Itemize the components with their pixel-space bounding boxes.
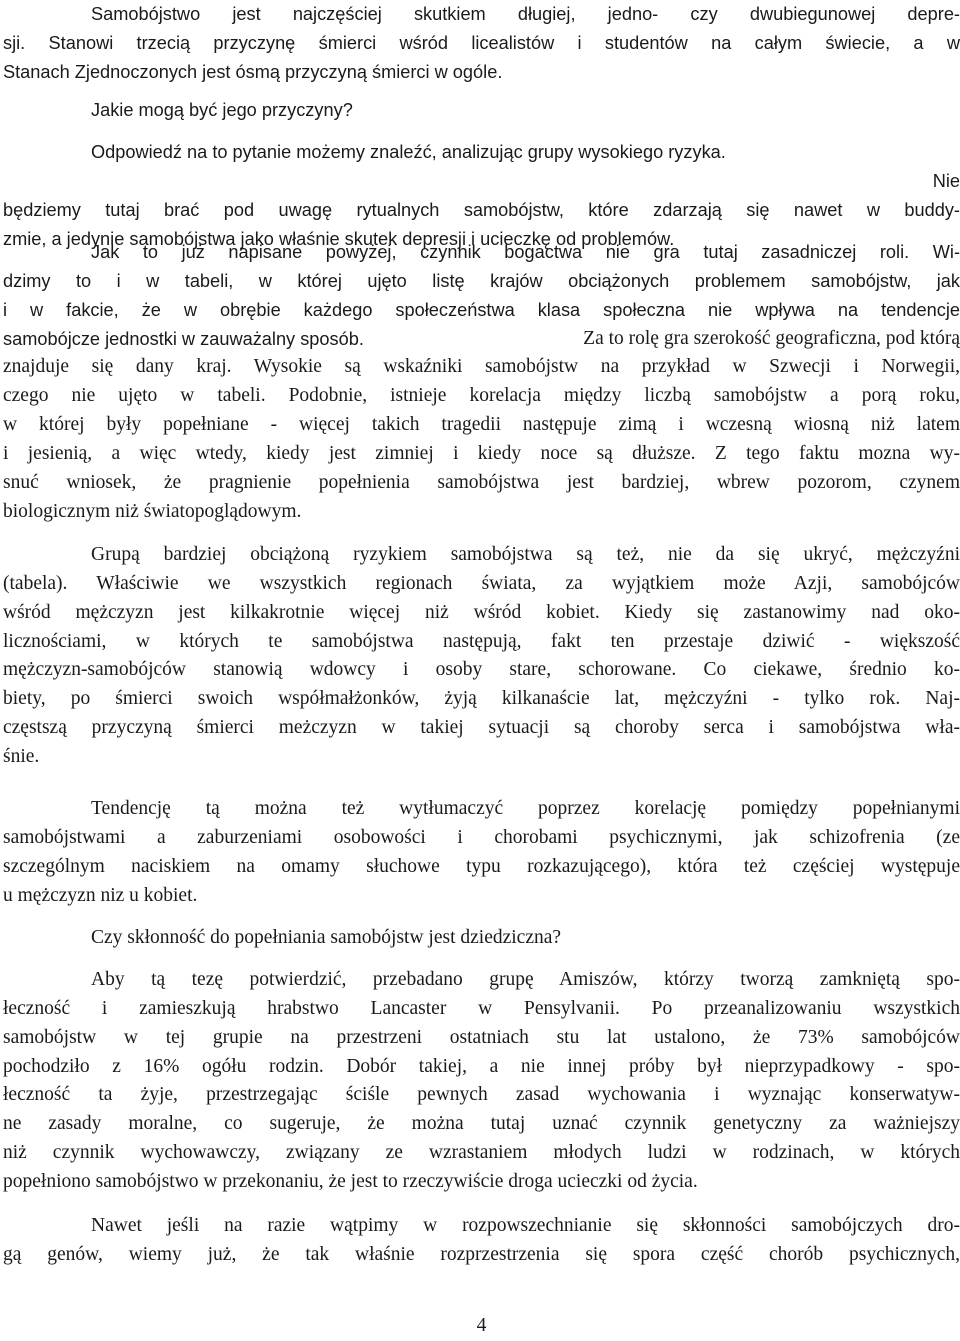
paragraph-mental-disorders xyxy=(3,795,960,910)
text-line: biety, po śmierci swoich współmałżonków, żyją kilkanaście lat, mężczyźni - tylko rok. Naj- xyxy=(3,688,960,710)
text-line: Stanach Zjednoczonych jest ósmą przyczyną śmierci w ogóle. xyxy=(3,61,503,82)
text-line: Grupą bardziej obciążoną ryzykiem samobójstwa są też, nie da się ukryć, mężczyźni xyxy=(91,544,960,565)
paragraph-heredity-question xyxy=(3,924,960,953)
paragraph-amish-study xyxy=(3,966,960,1197)
text-line: Tendencję tą można też wytłumaczyć poprzez korelację pomiędzy popełnianymi xyxy=(91,798,960,819)
text-line: pochodziło z 16% ogółu rodzin. Dobór takiej, a nie innej próby był nieprzypadkowy - spo- xyxy=(3,1055,960,1077)
text-line: Nawet jeśli na razie wątpimy w rozpowszechnianie się skłonności samobójczych dro- xyxy=(91,1215,960,1236)
text-line: Jakie mogą być jego przyczyny? xyxy=(91,100,353,120)
text-line: Samobójstwo jest najczęściej skutkiem długiej, jedno- czy dwubiegunowej depre- xyxy=(91,4,960,24)
text-line: popełniono samobójstwo w przekonaniu, że jest to rzeczywiście droga ucieczki od życia. xyxy=(3,1170,698,1192)
text-line: ne zasady moralne, co sugeruje, że można tutaj uznać czynnik genetyczny za ważniejszy xyxy=(3,1113,960,1135)
paragraph-depression-statistics xyxy=(3,0,960,87)
text-line: Czy skłonność do popełniania samobójstw jest dziedziczna? xyxy=(91,927,562,948)
paragraph-wealth-and-geography xyxy=(3,238,960,526)
text-line: gą genów, wiemy już, że tak właśnie rozprzestrzenia się spora część chorób psychicznych, xyxy=(3,1243,960,1265)
text-line: u mężczyzn niz u kobiet. xyxy=(3,884,198,906)
text-line: śnie. xyxy=(3,745,40,767)
text-line: Odpowiedź na to pytanie możemy znaleźć, analizując grupy wysokiego ryzyka. xyxy=(91,142,726,162)
text-line: biologicznym niż światopoglądowym. xyxy=(3,500,302,522)
text-line: Jak to już napisane powyżej, czynnik bogactwa nie gra tutaj zasadniczej roli. Wi- xyxy=(91,242,960,262)
text-line: i jesienią, a więc wtedy, kiedy jest zimniej i kiedy noce są dłuższe. Z tego faktu mozna wy- xyxy=(3,442,960,464)
page-number: 4 xyxy=(476,1315,487,1336)
text-line: dzimy to i w tabeli, w której ujęto listę krajów obciążonych problemem samobójstw, jak xyxy=(3,270,960,291)
text-line: Nie xyxy=(932,171,960,191)
text-segment: Za to rolę gra szerokość geograficzna, pod którą xyxy=(583,327,960,349)
text-line: samobójstw w tej grupie na przestrzeni ostatniach stu lat ustalono, że 73% samobójców xyxy=(3,1026,960,1048)
text-line: licznościami, w których te samobójstwa następują, fakt ten przestaje dziwić - większość xyxy=(3,630,960,652)
text-line: Aby tą tezę potwierdzić, przebadano grupę Amiszów, którzy tworzą zamkniętą spo- xyxy=(91,969,960,990)
paragraph-risk-groups-intro xyxy=(3,138,960,167)
text-line: będziemy tutaj brać pod uwagę rytualnych samobójstw, które zdarzają się nawet w buddy- xyxy=(3,199,960,220)
text-line: sji. Stanowi trzecią przyczynę śmierci wśród licealistów i studentów na całym świecie, a w xyxy=(3,32,960,53)
text-line: czego nie ujęto w tabeli. Podobnie, istnieje korelacja między liczbą samobójstw a porą roku, xyxy=(3,385,960,407)
text-line: mężczyzn-samobójców stanowią wdowcy i osoby stare, schorowane. Co ciekawe, średnio ko- xyxy=(3,659,960,681)
document-page xyxy=(3,0,960,1334)
text-line: niż czynnik wychowawczy, związany ze wzrastaniem młodych ludzi w rodzinach, w których xyxy=(3,1142,960,1164)
text-line: (tabela). Właściwie we wszystkich regionach świata, za wyjątkiem może Azji, samobójców xyxy=(3,572,960,594)
text-line: zmie, a jedynie samobójstwa jako właśnie skutek depresji i ucieczkę od problemów. xyxy=(3,228,675,249)
paragraph-gene-spread xyxy=(3,1212,960,1270)
paragraph-causes-question xyxy=(3,96,960,125)
text-line: i w fakcie, że w obrębie każdego społeczeństwa klasa społeczna nie wpływa na tendencje xyxy=(3,299,960,320)
text-line: częstszą przyczyną śmierci meżczyzn w takiej sytuacji są choroby serca i samobójstwa wła- xyxy=(3,717,960,739)
text-segment: samobójcze jednostki w zauważalny sposób. xyxy=(3,328,364,349)
text-line: szczególnym naciskiem na omamy słuchowe typu rozkazującego), która też częściej występuje xyxy=(3,855,960,877)
paragraph-men-risk-group xyxy=(3,541,960,772)
text-line: samobójstwami a zaburzeniami osobowości i chorobami psychicznymi, jak schizofrenia (ze xyxy=(3,826,960,848)
text-line: w której były popełniane - więcej takich tragedii następuje zimą i wczesną wiosną niż latem xyxy=(3,414,960,436)
text-line: łeczność i zamieszkują hrabstwo Lancaster w Pensylvanii. Po przeanalizowaniu wszystkich xyxy=(3,997,960,1019)
text-line: snuć wniosek, że pragnienie popełnienia samobójstwa jest bardziej, wbrew pozorom, czynem xyxy=(3,471,960,493)
text-line: znajduje się dany kraj. Wysokie są wskaźniki samobójstw na przykład w Szwecji i Norwegii, xyxy=(3,356,960,378)
text-line xyxy=(3,325,960,354)
text-line: wśród mężczyzn jest kilkakrotnie więcej niż wśród kobiet. Kiedy się zastanowimy nad oko- xyxy=(3,601,960,623)
text-line: łeczność ta żyje, przestrzegając ściśle pewnych zasad wychowania i wyznając konserwatyw- xyxy=(3,1084,960,1106)
